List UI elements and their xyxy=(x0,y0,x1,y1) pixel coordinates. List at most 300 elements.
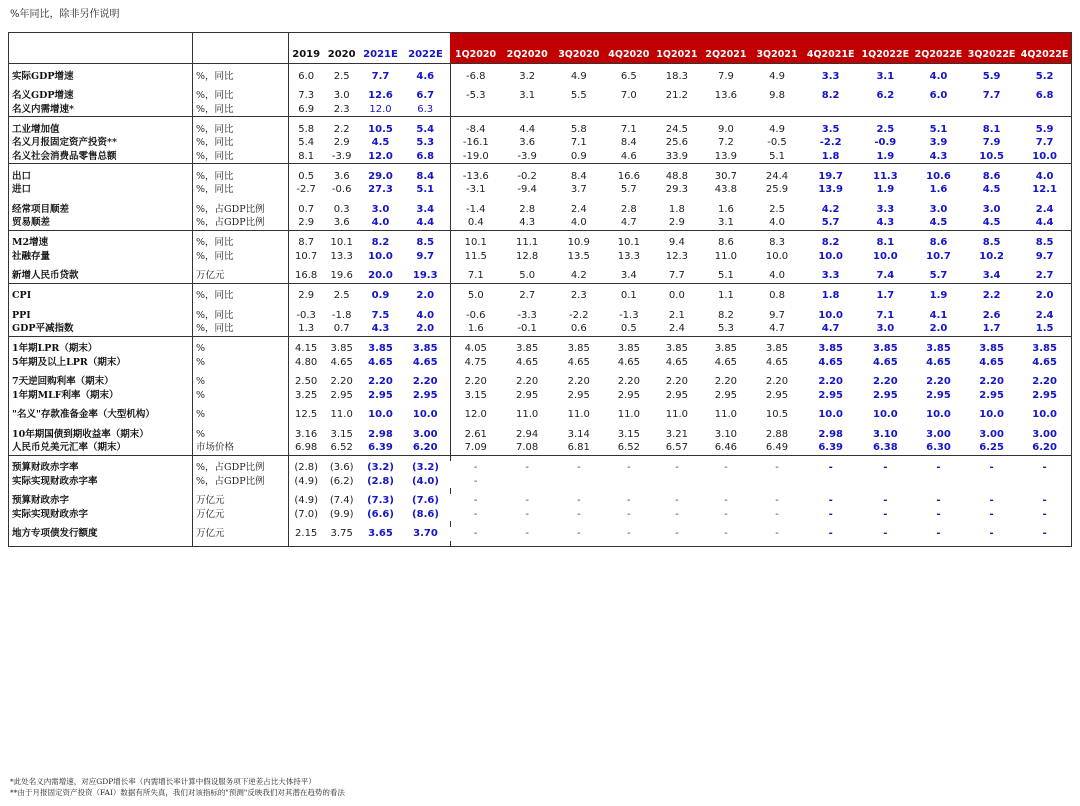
row-label: 预算财政赤字 xyxy=(12,495,70,506)
quarter-value: 3.85 xyxy=(818,343,843,354)
quarter-value: -1.4 xyxy=(450,203,501,217)
quarter-value: 8.2 xyxy=(821,90,840,101)
annual-value: (3.6) xyxy=(329,462,354,473)
row-label: CPI xyxy=(12,290,32,301)
quarter-value: 8.1 xyxy=(876,237,895,248)
quarter-value: 2.95 xyxy=(567,389,590,401)
quarter-value: 3.00 xyxy=(1032,428,1057,440)
spacer-cell xyxy=(450,541,501,547)
quarter-value: 4.65 xyxy=(765,356,789,368)
quarter-value: 7.7 xyxy=(982,90,1001,101)
quarter-value: - xyxy=(775,495,779,506)
annual-value: 2.3 xyxy=(333,103,350,115)
quarter-value: 0.1 xyxy=(620,290,637,301)
annual-value: 4.65 xyxy=(412,356,438,368)
quarter-value: 9.7 xyxy=(769,309,785,321)
quarter-value: - xyxy=(1042,508,1047,520)
quarter-value: - xyxy=(989,462,994,473)
annual-value: 4.15 xyxy=(289,342,324,356)
quarter-value: 5.0 xyxy=(450,289,501,303)
quarter-value: 6.30 xyxy=(926,442,951,453)
quarter-value: 13.5 xyxy=(567,250,590,262)
quarter-value: 3.85 xyxy=(617,343,640,354)
quarter-value: 2.20 xyxy=(450,375,501,389)
annual-value: 3.25 xyxy=(289,389,324,403)
quarter-value: -19.0 xyxy=(450,150,501,164)
spacer-cell xyxy=(700,541,751,547)
quarter-value: 4.7 xyxy=(620,217,637,228)
quarter-value: 4.1 xyxy=(929,309,948,321)
annual-value: 6.39 xyxy=(368,442,393,453)
quarter-value: - xyxy=(675,528,679,539)
annual-value: 19.6 xyxy=(330,270,353,281)
quarter-value: 2.20 xyxy=(926,376,951,387)
row-unit: %，同比 xyxy=(192,309,288,323)
quarter-value: 4.4 xyxy=(1035,217,1054,228)
quarter-value: 3.4 xyxy=(982,270,1001,281)
table-row xyxy=(9,150,1072,164)
annual-value: -2.7 xyxy=(289,183,324,197)
footnote: **由于月报固定资产投资（FAI）数据有所失真，我们对该指标的"预测"反映我们对其潜在趋势的看法 xyxy=(10,788,345,797)
spacer-cell xyxy=(289,541,324,547)
quarter-value: 6.38 xyxy=(872,442,898,453)
quarter-value: - xyxy=(1042,528,1047,539)
annual-value: 6.8 xyxy=(416,150,435,162)
spacer-cell xyxy=(912,541,965,547)
quarter-value: 13.6 xyxy=(714,90,738,101)
quarter-value: - xyxy=(1042,462,1047,473)
annual-value: 10.5 xyxy=(368,123,393,135)
quarter-value: 8.6 xyxy=(717,237,734,248)
quarter-value: 10.0 xyxy=(1032,409,1057,420)
quarter-value: 4.7 xyxy=(821,323,840,334)
quarter-value: 10.5 xyxy=(979,150,1004,162)
quarter-value: 9.0 xyxy=(717,123,734,135)
quarter-value: 6.2 xyxy=(876,90,895,101)
quarter-value: 3.6 xyxy=(519,137,536,148)
quarter-value: -2.2 xyxy=(819,137,842,148)
quarter-value: 18.3 xyxy=(665,70,688,82)
quarter-header: 3Q2020 xyxy=(553,33,604,64)
spacer-cell xyxy=(965,541,1018,547)
quarter-value: 5.3 xyxy=(717,323,734,334)
quarter-value: 10.1 xyxy=(617,237,640,248)
spacer-cell xyxy=(803,541,859,547)
quarter-value: 2.20 xyxy=(765,376,789,387)
quarter-value: - xyxy=(627,495,631,506)
quarter-value: - xyxy=(828,528,833,539)
row-unit: %，同比 xyxy=(192,150,288,164)
quarter-value: - xyxy=(724,462,728,473)
row-unit: % xyxy=(192,375,288,389)
table-row xyxy=(9,236,1072,250)
annual-value: 5.1 xyxy=(416,184,435,195)
row-label: 名义社会消费品零售总额 xyxy=(12,150,117,162)
header-blank-label xyxy=(9,33,193,64)
quarter-value: -5.3 xyxy=(450,89,501,103)
quarter-value xyxy=(501,103,553,117)
quarter-value: 29.3 xyxy=(665,184,688,195)
spacer-cell xyxy=(192,541,288,547)
quarter-value: 4.65 xyxy=(665,356,688,368)
quarter-header: 1Q2022E xyxy=(859,33,912,64)
quarter-value: 2.88 xyxy=(765,428,789,440)
annual-value: 3.85 xyxy=(368,343,393,354)
annual-value: 6.0 xyxy=(289,70,324,84)
table-row xyxy=(9,475,1072,489)
table-row xyxy=(9,203,1072,217)
quarter-value: -0.5 xyxy=(767,137,787,148)
quarter-value: 5.7 xyxy=(929,270,948,281)
quarter-value: - xyxy=(525,508,529,520)
quarter-value: 2.20 xyxy=(1032,376,1057,387)
quarter-value: - xyxy=(473,528,478,539)
quarter-value: -1.3 xyxy=(619,309,639,321)
quarter-value: 4.65 xyxy=(567,356,590,368)
quarter-value: -3.9 xyxy=(517,150,537,162)
quarter-value: -0.1 xyxy=(517,323,537,334)
quarter-value: 11.0 xyxy=(665,409,688,420)
quarter-value: 2.7 xyxy=(519,290,536,301)
table-row xyxy=(9,136,1072,150)
quarter-value: - xyxy=(576,462,581,473)
quarter-value: 2.95 xyxy=(979,389,1004,401)
quarter-value: 25.6 xyxy=(665,137,688,148)
quarter-value: -3.3 xyxy=(517,309,537,321)
quarter-value: 1.7 xyxy=(982,323,1001,334)
quarter-value: 2.20 xyxy=(567,376,590,387)
quarter-value: 0.4 xyxy=(450,216,501,230)
quarter-value: 10.7 xyxy=(926,250,951,262)
quarter-value: 12.3 xyxy=(665,250,688,262)
row-unit: %，同比 xyxy=(192,136,288,150)
quarter-value: 11.0 xyxy=(714,250,738,262)
row-unit: % xyxy=(192,428,288,442)
quarter-value xyxy=(803,103,859,117)
quarter-value: -3.1 xyxy=(450,183,501,197)
quarter-value: 1.9 xyxy=(929,290,948,301)
annual-value: 4.80 xyxy=(289,356,324,370)
quarter-value: 8.2 xyxy=(821,237,840,248)
table-row xyxy=(9,269,1072,283)
quarter-value: 1.9 xyxy=(876,184,895,195)
annual-value: 4.6 xyxy=(416,70,435,82)
quarter-value: 8.2 xyxy=(717,309,734,321)
row-label: 5年期及以上LPR（期末） xyxy=(12,356,126,368)
quarter-value: 4.5 xyxy=(982,217,1001,228)
quarter-value: 43.8 xyxy=(714,184,738,195)
quarter-value xyxy=(751,103,802,117)
forecast-table xyxy=(8,32,1072,547)
annual-value: 2.5 xyxy=(333,70,350,82)
annual-value: 3.16 xyxy=(289,428,324,442)
row-unit: % xyxy=(192,356,288,370)
quarter-value: 4.05 xyxy=(450,342,501,356)
year-header: 2021E xyxy=(360,33,401,64)
table-row xyxy=(9,123,1072,137)
quarter-value: 4.6 xyxy=(620,150,637,162)
quarter-value: 4.65 xyxy=(818,356,843,368)
table-row xyxy=(9,322,1072,336)
annual-value: 6.9 xyxy=(289,103,324,117)
row-label: 1年期MLF利率（期末） xyxy=(12,389,119,401)
quarter-value: 0.8 xyxy=(769,290,785,301)
quarter-value: 3.85 xyxy=(1032,343,1057,354)
quarter-value: 2.95 xyxy=(516,389,539,401)
quarter-value xyxy=(700,103,751,117)
quarter-value: 3.7 xyxy=(570,184,587,195)
quarter-value: 4.0 xyxy=(1035,170,1054,182)
quarter-value: 6.52 xyxy=(617,442,640,453)
spacer-cell xyxy=(501,541,553,547)
annual-value: 3.70 xyxy=(413,528,438,539)
quarter-value: 8.5 xyxy=(982,237,1001,248)
quarter-value: 2.95 xyxy=(926,389,951,401)
quarter-value: 8.4 xyxy=(570,170,587,182)
annual-value: 2.95 xyxy=(412,389,438,401)
annual-value: (6.6) xyxy=(367,508,394,520)
quarter-value: 7.08 xyxy=(516,442,539,453)
quarter-value: - xyxy=(883,495,888,506)
annual-value: (7.0) xyxy=(289,508,324,522)
annual-value: 0.3 xyxy=(333,203,350,215)
quarter-value: 3.1 xyxy=(717,217,734,228)
quarter-value: 3.10 xyxy=(714,428,738,440)
quarter-value: 8.6 xyxy=(929,237,948,248)
quarter-value: 4.9 xyxy=(769,123,785,135)
annual-value: 8.2 xyxy=(371,237,390,248)
annual-value: 4.0 xyxy=(416,309,435,321)
quarter-header: 4Q2021E xyxy=(803,33,859,64)
quarter-value: 5.1 xyxy=(929,123,948,135)
quarter-value: 2.95 xyxy=(765,389,789,401)
annual-value: 4.0 xyxy=(371,217,390,228)
table-row xyxy=(9,356,1072,370)
row-label: 实际GDP增速 xyxy=(12,70,74,82)
row-unit: %，同比 xyxy=(192,236,288,250)
row-unit: %，占GDP比例 xyxy=(192,461,288,475)
row-unit: %，占GDP比例 xyxy=(192,216,288,230)
quarter-value: 3.1 xyxy=(876,70,895,82)
header-blank-unit xyxy=(192,33,288,64)
quarter-value xyxy=(859,475,912,489)
annual-value: 4.5 xyxy=(371,137,390,148)
spacer-cell xyxy=(553,541,604,547)
annual-value: 3.6 xyxy=(333,217,350,228)
quarter-header: 3Q2022E xyxy=(965,33,1018,64)
annual-value: (7.3) xyxy=(367,495,394,506)
annual-value: 10.0 xyxy=(368,409,393,420)
row-unit: 万亿元 xyxy=(192,527,288,541)
annual-value: 8.1 xyxy=(289,150,324,164)
table-row xyxy=(9,70,1072,84)
quarter-value: 2.1 xyxy=(668,309,685,321)
table-row xyxy=(9,441,1072,455)
annual-value: 2.2 xyxy=(333,123,350,135)
quarter-value: 5.7 xyxy=(821,217,840,228)
annual-value: 10.7 xyxy=(289,250,324,264)
year-header: 2019 xyxy=(289,33,324,64)
quarter-value: 3.4 xyxy=(620,270,637,281)
quarter-value xyxy=(1018,475,1071,489)
quarter-value: 7.0 xyxy=(620,90,637,101)
annual-value: 20.0 xyxy=(368,270,393,281)
quarter-value: 30.7 xyxy=(714,170,738,182)
quarter-value: 2.95 xyxy=(665,389,688,401)
quarter-value: 2.9 xyxy=(668,217,685,228)
quarter-value: 11.3 xyxy=(872,170,898,182)
quarter-value: 2.20 xyxy=(872,376,898,387)
quarter-value: - xyxy=(828,495,833,506)
annual-value: 6.98 xyxy=(289,441,324,455)
annual-value: (4.9) xyxy=(289,475,324,489)
quarter-header: 2Q2022E xyxy=(912,33,965,64)
quarter-value: - xyxy=(1042,495,1047,506)
quarter-value: 7.1 xyxy=(620,123,637,135)
quarter-value xyxy=(700,475,751,489)
quarter-value: 9.8 xyxy=(769,90,785,101)
annual-value: (6.2) xyxy=(329,475,354,487)
quarter-value: 5.0 xyxy=(519,270,536,281)
spacer-cell xyxy=(401,541,450,547)
quarter-value: 8.3 xyxy=(769,237,785,248)
annual-value: 3.15 xyxy=(330,428,353,440)
quarter-value: - xyxy=(775,462,779,473)
table-row xyxy=(9,342,1072,356)
table-row xyxy=(9,494,1072,508)
quarter-value: 2.95 xyxy=(714,389,738,401)
quarter-value: 5.8 xyxy=(570,123,587,135)
quarter-value: 2.20 xyxy=(979,376,1004,387)
quarter-value: - xyxy=(576,495,581,506)
quarter-value: -0.9 xyxy=(874,137,897,148)
table-row xyxy=(9,216,1072,230)
quarter-header: 2Q2021 xyxy=(700,33,751,64)
annual-value: 8.4 xyxy=(416,170,435,182)
quarter-value: 2.95 xyxy=(1032,389,1057,401)
annual-value: 3.65 xyxy=(368,528,393,539)
quarter-value: 12.1 xyxy=(1032,184,1057,195)
quarter-value: 2.5 xyxy=(769,203,785,215)
annual-value: 2.9 xyxy=(289,289,324,303)
row-label: 经常项目顺差 xyxy=(12,203,70,215)
quarter-value: 2.8 xyxy=(620,203,637,215)
quarter-value: - xyxy=(724,528,728,539)
row-label: 10年期国债到期收益率（期末） xyxy=(12,428,149,440)
quarter-value: 7.9 xyxy=(717,70,734,82)
quarter-value: 25.9 xyxy=(765,184,789,195)
quarter-value: 2.3 xyxy=(570,290,587,301)
annual-value: 27.3 xyxy=(368,184,393,195)
annual-value: (3.2) xyxy=(367,462,394,473)
quarter-value: 3.10 xyxy=(872,428,898,440)
quarter-value: 11.0 xyxy=(714,409,738,420)
quarter-value: 21.2 xyxy=(665,90,688,101)
quarter-value: 4.65 xyxy=(979,356,1004,368)
row-unit: 万亿元 xyxy=(192,494,288,508)
quarter-header: 2Q2020 xyxy=(501,33,553,64)
quarter-value: 2.20 xyxy=(516,376,539,387)
quarter-value: 4.0 xyxy=(769,217,785,228)
annual-value: 12.6 xyxy=(368,90,393,101)
quarter-value: 2.95 xyxy=(818,389,843,401)
spacer-cell xyxy=(1018,541,1071,547)
quarter-value xyxy=(912,103,965,117)
quarter-value: 12.8 xyxy=(516,250,539,262)
quarter-value: 10.0 xyxy=(818,309,843,321)
annual-value: (2.8) xyxy=(367,475,394,487)
quarter-value: 24.5 xyxy=(665,123,688,135)
quarter-value: 6.8 xyxy=(1035,90,1054,101)
quarter-value: - xyxy=(675,462,679,473)
row-unit: %，同比 xyxy=(192,103,288,117)
quarter-value: 11.0 xyxy=(516,409,539,420)
quarter-value: 7.4 xyxy=(876,270,895,281)
quarter-value: 2.5 xyxy=(876,123,895,135)
quarter-value: 2.8 xyxy=(519,203,536,215)
spacer-cell xyxy=(360,541,401,547)
quarter-value: 3.1 xyxy=(519,90,536,101)
quarter-value: 2.2 xyxy=(982,290,1001,301)
quarter-value: 2.4 xyxy=(668,323,685,334)
annual-value: 6.20 xyxy=(412,442,438,453)
row-unit: %，同比 xyxy=(192,322,288,336)
quarter-value: 3.3 xyxy=(821,270,840,281)
quarter-value: 10.0 xyxy=(872,409,898,420)
quarter-value: - xyxy=(775,508,779,520)
quarter-value: - xyxy=(883,528,888,539)
annual-value: 5.4 xyxy=(289,136,324,150)
quarter-value: - xyxy=(724,495,728,506)
quarter-value xyxy=(912,475,965,489)
quarter-header: 3Q2021 xyxy=(751,33,802,64)
quarter-value: 10.0 xyxy=(1032,150,1057,162)
quarter-value: 3.15 xyxy=(617,428,640,440)
annual-value: -0.3 xyxy=(289,309,324,323)
quarter-value: 10.1 xyxy=(450,236,501,250)
quarter-value: 3.2 xyxy=(519,70,536,82)
annual-value: 7.7 xyxy=(371,70,390,82)
quarter-value: -0.2 xyxy=(517,170,537,182)
row-label: 名义月报固定资产投资** xyxy=(12,137,117,148)
quarter-value: 10.5 xyxy=(765,409,789,420)
quarter-value: 7.2 xyxy=(717,137,734,148)
annual-value: 0.9 xyxy=(371,290,390,301)
quarter-value: - xyxy=(828,508,833,520)
annual-value: 3.0 xyxy=(333,90,350,101)
annual-value: 3.4 xyxy=(416,203,435,215)
row-unit: %，同比 xyxy=(192,250,288,264)
table-row xyxy=(9,461,1072,475)
table-row xyxy=(9,389,1072,403)
row-unit: %，同比 xyxy=(192,170,288,184)
quarter-value: 10.0 xyxy=(818,250,843,262)
quarter-value: 3.3 xyxy=(821,70,840,82)
annual-value: 8.5 xyxy=(416,237,435,248)
quarter-value: 13.9 xyxy=(818,184,843,195)
annual-value: 2.20 xyxy=(368,376,393,387)
quarter-value: 3.9 xyxy=(929,137,948,148)
quarter-value xyxy=(450,103,501,117)
year-header: 2022E xyxy=(401,33,450,64)
annual-value: 6.52 xyxy=(330,442,353,453)
annual-value: 0.5 xyxy=(289,170,324,184)
row-unit: 市场价格 xyxy=(192,441,288,455)
quarter-value: 2.4 xyxy=(570,203,587,215)
annual-value: 2.95 xyxy=(368,389,393,401)
quarter-value: 1.7 xyxy=(876,290,895,301)
annual-value: 6.7 xyxy=(416,90,435,101)
